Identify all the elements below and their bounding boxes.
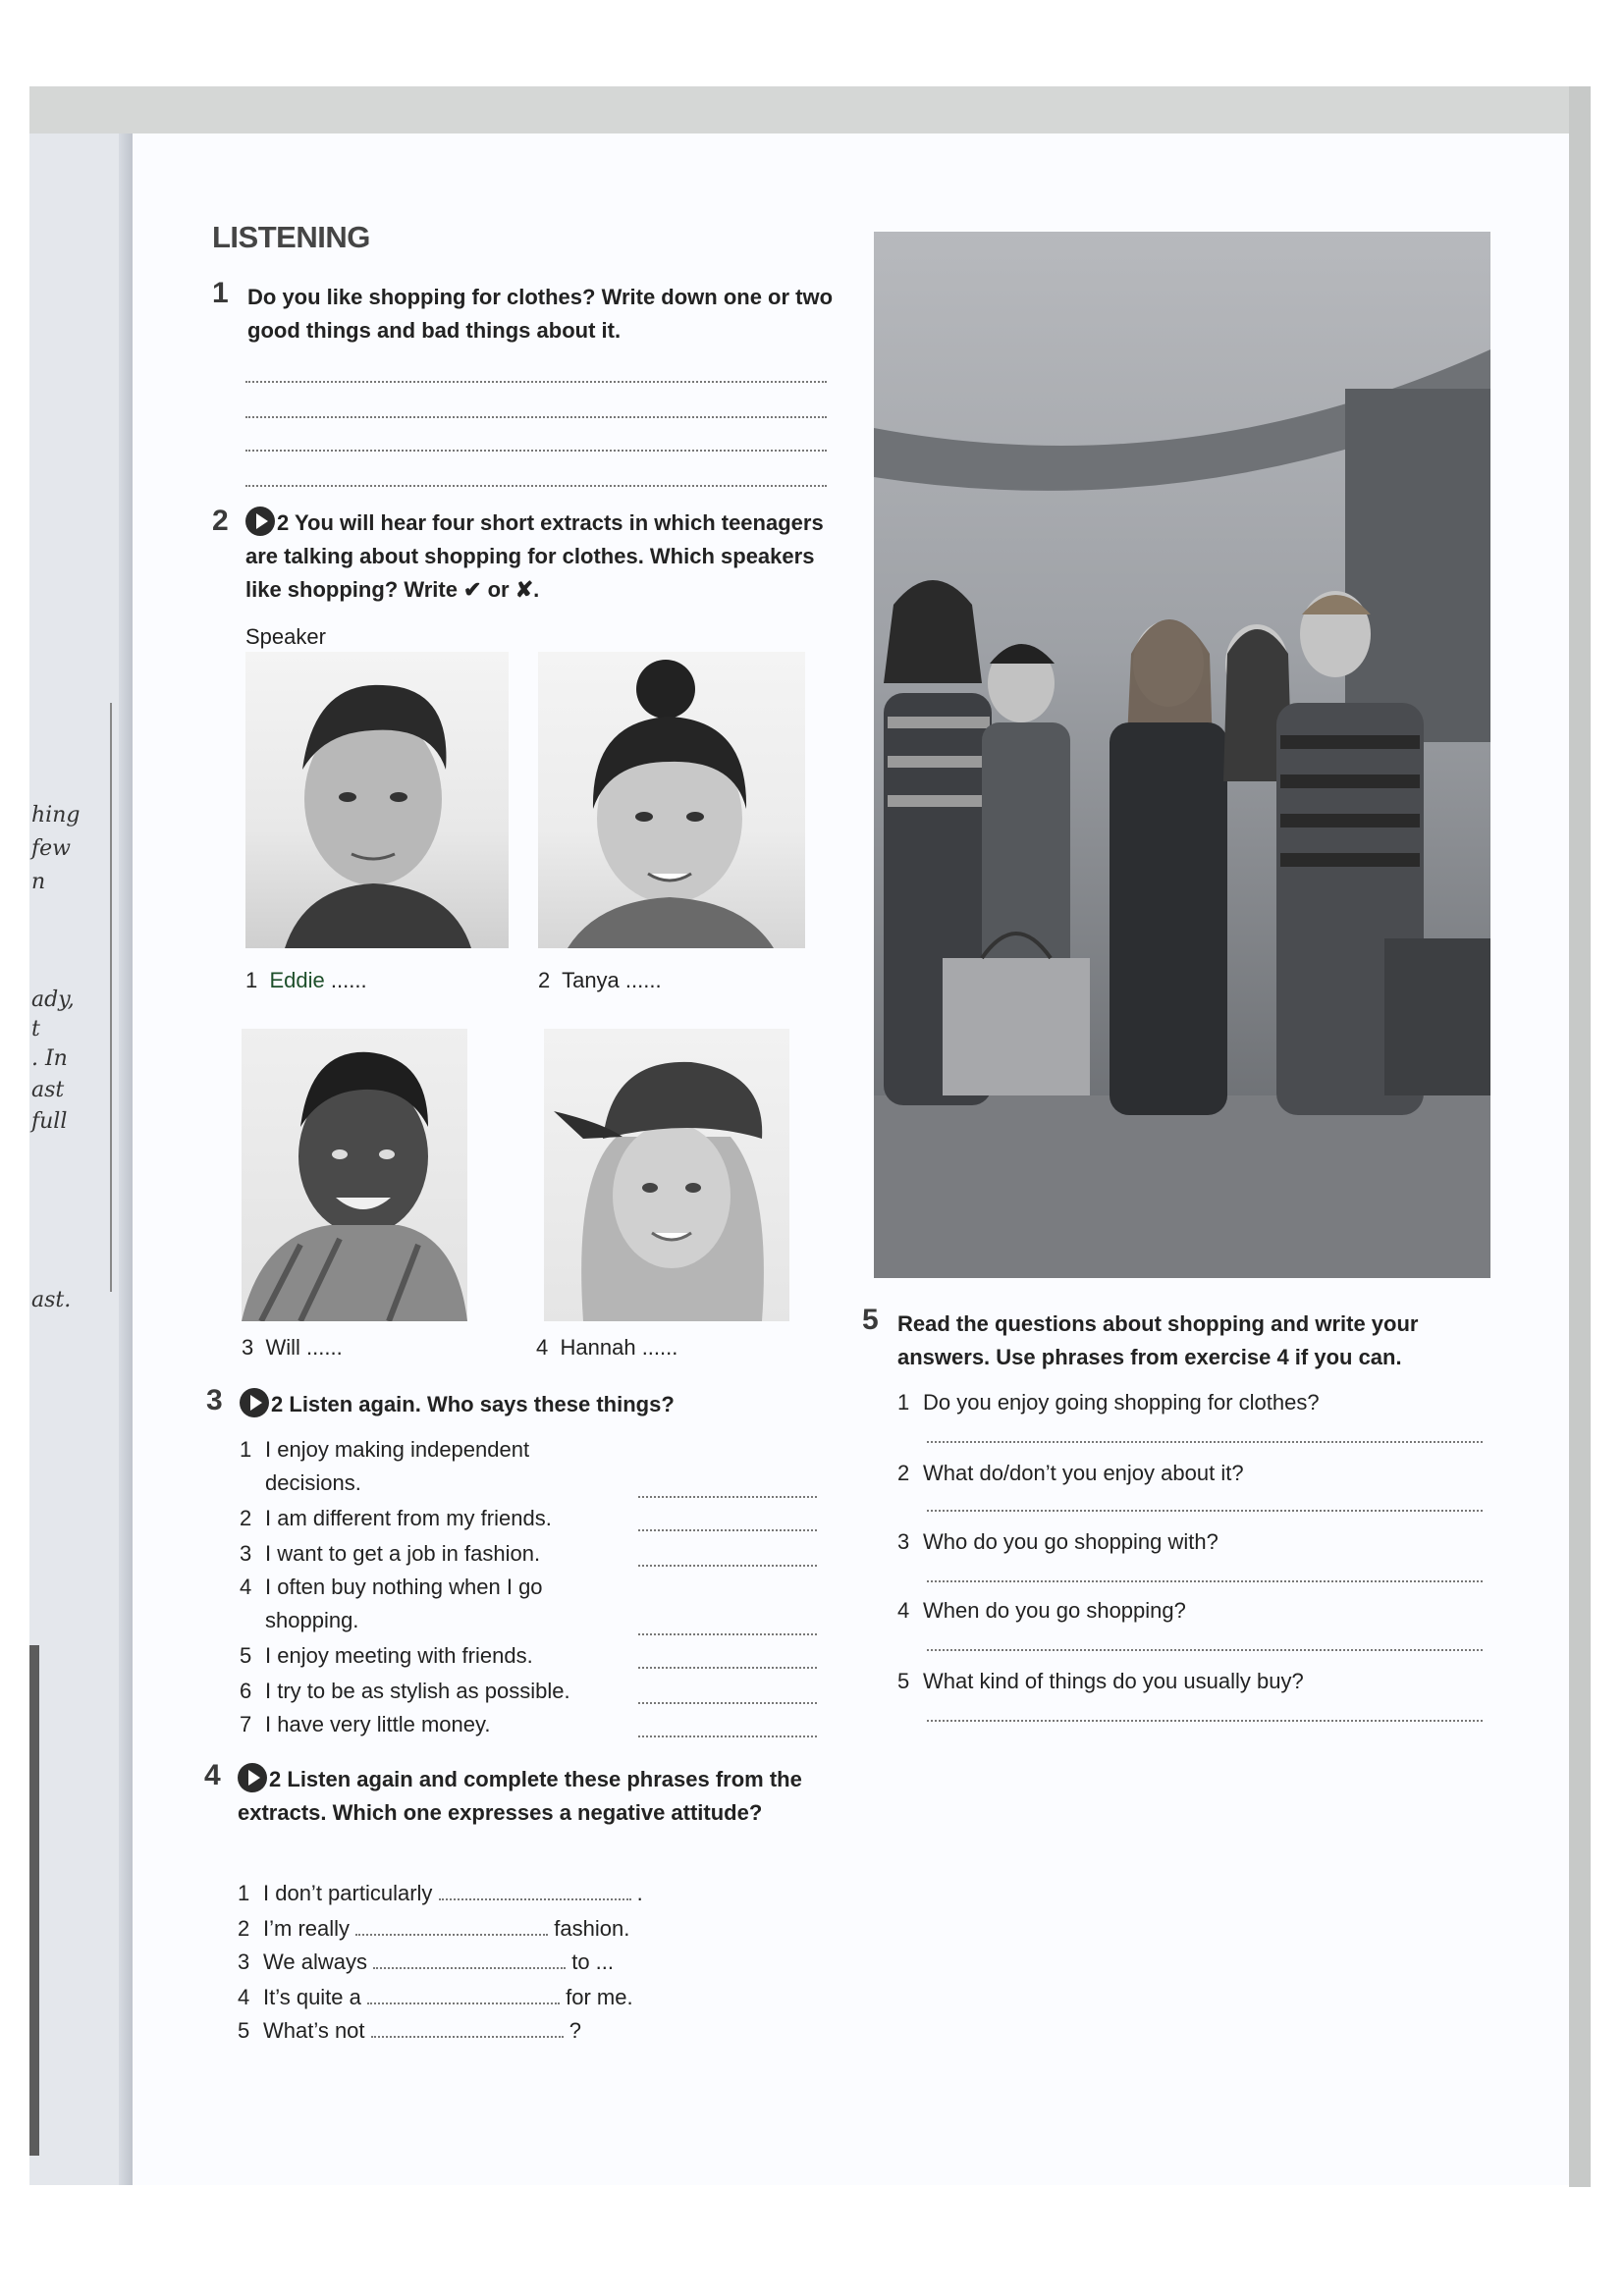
exercise-5-question: Read the questions about shopping and write your answers. Use phrases from exercise 4 if you can. [897,1311,1419,1369]
exercise-2-number: 2 [212,505,229,537]
item-before: I’m really [263,1916,351,1941]
ex5-item [897,1594,1186,1628]
exercise-3-number: 3 [206,1384,223,1416]
teenagers-shopping-photo [874,232,1490,1278]
scan-border-top [29,86,1591,133]
item-number: 4 [240,1575,252,1599]
item-number: 6 [240,1679,252,1703]
ex5-item [897,1665,1304,1698]
ex4-item [238,1877,643,1910]
exercise-3-question [240,1388,829,1421]
item-number: 3 [240,1541,252,1566]
item-after: for me. [560,1985,633,2009]
item-text: I enjoy meeting with friends. [265,1643,533,1668]
portrait-tanya [538,652,805,948]
speaker-photo-tanya [538,652,805,948]
answer-line[interactable] [638,1565,817,1567]
speaker-photo-eddie [245,652,509,948]
item-before: It’s quite a [263,1985,361,2009]
item-number: 5 [240,1643,252,1668]
item-number: 1 [897,1390,910,1415]
speaker-answer-blank[interactable]: ...... [624,968,662,992]
item-number: 4 [238,1985,250,2009]
facing-page-edge [29,133,133,2185]
ex4-item [238,1912,629,1946]
speaker-name: Hannah [560,1335,636,1360]
speaker-name: Will [265,1335,300,1360]
audio-track-number: 2 [277,510,290,535]
ex3-item [240,1433,529,1467]
speaker-caption [536,1335,677,1361]
answer-line[interactable] [638,1496,817,1498]
item-after: to ... [566,1949,615,1974]
exercise-3-text: Listen again. Who says these things? [289,1392,675,1416]
answer-line[interactable] [638,1735,817,1737]
speaker-photo-hannah [544,1029,789,1321]
answer-line[interactable] [927,1649,1483,1651]
scan-border-right [1569,86,1591,2187]
exercise-1-number: 1 [212,277,229,309]
exercise-2-question [245,507,835,607]
item-after: fashion. [548,1916,630,1941]
gap-fill[interactable] [371,2020,564,2038]
handwriting-fragment: n [31,870,46,894]
portrait-will [242,1029,467,1321]
ex5-item [897,1386,1320,1419]
answer-line[interactable] [927,1720,1483,1722]
item-number: 3 [897,1529,910,1554]
item-before: We always [263,1949,367,1974]
speaker-answer-blank[interactable]: ...... [641,1335,678,1360]
item-number: 5 [238,2018,250,2043]
handwriting-fragment: full [31,1109,68,1134]
gap-fill[interactable] [373,1951,566,1969]
portrait-hannah [544,1029,789,1321]
speaker-caption [538,968,662,993]
item-number: 4 [897,1598,910,1623]
handwriting-fragment: t [31,1017,40,1041]
answer-line[interactable] [927,1441,1483,1443]
audio-play-icon[interactable] [238,1763,267,1792]
item-text: What kind of things do you usually buy? [923,1669,1304,1693]
item-text: I am different from my friends. [265,1506,552,1530]
ex3-item-cont: shopping. [265,1608,359,1632]
item-before: What’s not [263,2018,365,2043]
speaker-answer-blank[interactable]: ...... [306,1335,343,1360]
dark-margin-strip [29,1645,39,2156]
ex3-item [240,1537,540,1571]
speaker-number: 2 [538,968,551,992]
exercise-4-text: Listen again and complete these phrases from the extracts. Which one expresses a negative attitude? [238,1767,802,1825]
speaker-label: Speaker [245,624,326,649]
item-text: Do you enjoy going shopping for clothes? [923,1390,1320,1415]
ex3-item [240,1675,570,1708]
item-text: I enjoy making independent [265,1437,530,1462]
margin-rule [110,703,112,1292]
handwriting-fragment: ady, [31,988,75,1012]
ex3-item [240,1571,543,1604]
shopping-scene [874,232,1490,1278]
speaker-caption [242,1335,343,1361]
section-title: LISTENING [212,220,370,254]
item-before: I don’t particularly [263,1881,433,1905]
audio-play-icon[interactable] [245,507,275,536]
speaker-caption [245,968,367,993]
answer-line[interactable] [245,485,827,487]
ex3-item-cont: decisions. [265,1470,361,1495]
audio-play-icon[interactable] [240,1388,269,1417]
item-text: I often buy nothing when I go [265,1575,543,1599]
exercise-4-question [238,1763,807,1830]
ex5-item [897,1457,1244,1490]
item-number: 2 [240,1506,252,1530]
handwriting-fragment: ast. [31,1288,72,1312]
item-number: 7 [240,1712,252,1736]
ex3-item [240,1502,552,1535]
answer-line[interactable] [245,416,827,418]
speaker-name: Tanya [562,968,620,992]
speaker-number: 1 [245,968,258,992]
answer-line[interactable] [245,450,827,452]
exercise-2-text: You will hear four short extracts in which teenagers are talking about shopping for clothes. Which speakers like shopping? Write ✔ or ✘. [245,510,824,602]
item-text: What do/don’t you enjoy about it? [923,1461,1244,1485]
answer-line[interactable] [927,1510,1483,1512]
answer-line[interactable] [638,1702,817,1704]
handwriting-fragment: hing [31,803,81,828]
item-number: 1 [238,1881,250,1905]
handwriting-fragment: ast [31,1078,65,1102]
speaker-photo-will [242,1029,467,1321]
gap-fill[interactable] [355,1918,548,1936]
answer-line[interactable] [927,1580,1483,1582]
ex4-item [238,1946,614,1979]
item-number: 2 [897,1461,910,1485]
item-text: I have very little money. [265,1712,491,1736]
ex4-item [238,2014,581,2048]
portrait-eddie [245,652,509,948]
speaker-answer-blank[interactable]: ...... [330,968,367,992]
item-number: 2 [238,1916,250,1941]
answer-line[interactable] [638,1667,817,1669]
ex5-item [897,1525,1218,1559]
answer-line[interactable] [638,1529,817,1531]
answer-line[interactable] [245,381,827,383]
answer-line[interactable] [638,1633,817,1635]
item-number: 5 [897,1669,910,1693]
book-spine [119,133,133,2185]
item-number: 3 [238,1949,250,1974]
item-text: Who do you go shopping with? [923,1529,1218,1554]
gap-fill[interactable] [439,1883,631,1900]
item-after: ? [563,2018,582,2043]
audio-track-number: 2 [269,1767,282,1791]
gap-fill[interactable] [367,1987,560,2004]
ex4-item [238,1981,633,2014]
ex3-item [240,1639,533,1673]
exercise-1-question: Do you like shopping for clothes? Write down one or two good things and bad things about it. [247,285,834,343]
item-number: 1 [240,1437,252,1462]
exercise-4-number: 4 [204,1759,221,1791]
item-text: When do you go shopping? [923,1598,1186,1623]
handwriting-fragment: few [31,836,71,861]
ex3-item [240,1708,490,1741]
handwriting-fragment: . In [31,1046,68,1071]
audio-track-number: 2 [271,1392,284,1416]
item-after: . [630,1881,643,1905]
speaker-number: 4 [536,1335,549,1360]
speaker-number: 3 [242,1335,254,1360]
exercise-5-number: 5 [862,1304,879,1336]
item-text: I want to get a job in fashion. [265,1541,541,1566]
speaker-name: Eddie [269,968,325,992]
item-text: I try to be as stylish as possible. [265,1679,570,1703]
